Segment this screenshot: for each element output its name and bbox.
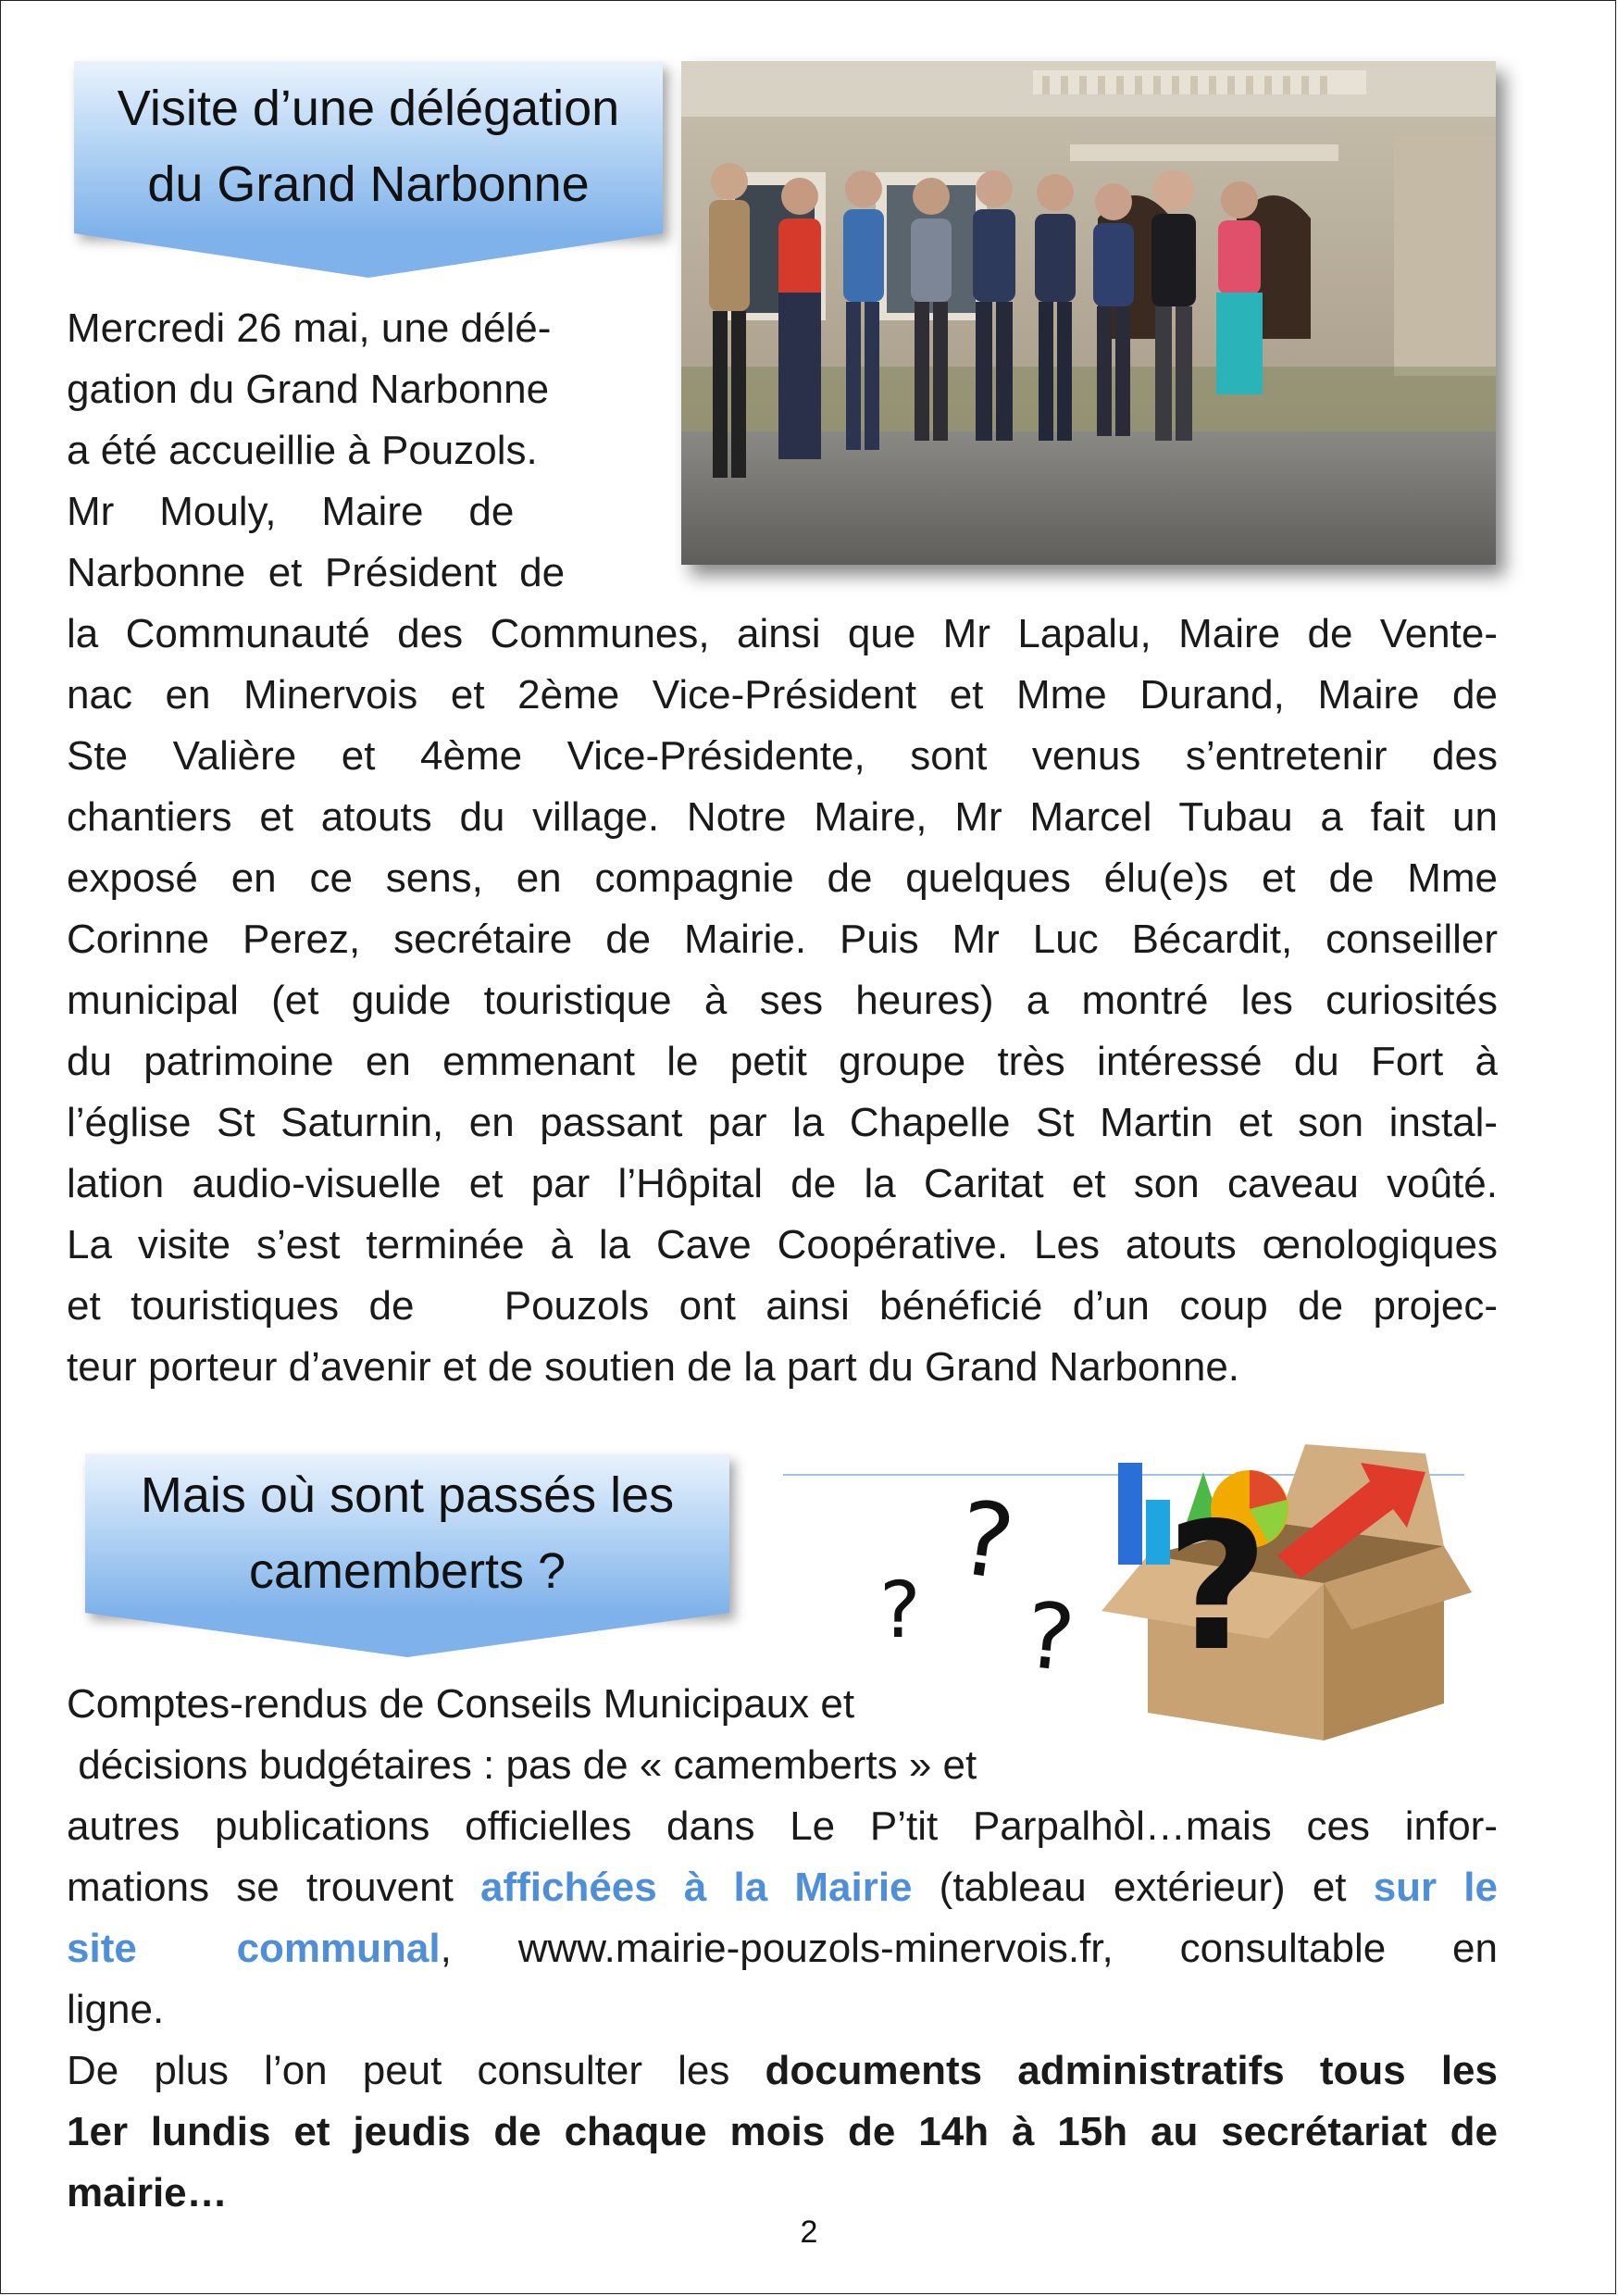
site-communal-link[interactable]: sur le xyxy=(1373,1865,1499,1910)
body-line: chantiers et atouts du village. Notre Maire, Mr Marcel Tubau a fait un xyxy=(67,794,1498,840)
body-line: La visite s’est terminée à la Cave Coopérative. Les atouts œnologiques xyxy=(67,1222,1498,1267)
body-line: Corinne Perez, secrétaire de Mairie. Puis Mr Luc Bécardit, conseiller xyxy=(67,917,1498,962)
section-title-line-1: Visite d’une délégation xyxy=(117,81,620,136)
body-line: la Communauté des Communes, ainsi que Mr Lapalu, Maire de Vente- xyxy=(67,611,1498,656)
page-number: 2 xyxy=(800,2215,818,2250)
camemberts-line xyxy=(67,2040,1498,2102)
intro-line: Narbonne et Président de xyxy=(67,550,566,595)
website-url: , www.mairie-pouzols-minervois.fr, consultable en xyxy=(440,1926,1498,1971)
camemberts-text: mations se trouvent xyxy=(67,1865,480,1910)
mairie-display-link[interactable]: affichées à la Mairie xyxy=(479,1865,913,1910)
camemberts-text: (tableau extérieur) et xyxy=(912,1865,1374,1910)
camemberts-line: mairie… xyxy=(67,2170,228,2215)
section-title-line-1: Mais où sont passés les xyxy=(140,1467,675,1523)
camemberts-line: ligne. xyxy=(67,1987,165,2032)
intro-line: Mercredi 26 mai, une délé- xyxy=(67,306,552,351)
body-line: l’église St Saturnin, en passant par la Chapelle St Martin et son instal- xyxy=(67,1100,1498,1145)
section-title-line-2: du Grand Narbonne xyxy=(147,156,590,212)
camemberts-line: 1er lundis et jeudis de chaque mois de 14h à 15h au secrétariat de xyxy=(67,2109,1498,2154)
body-line: nac en Minervois et 2ème Vice-Président et Mme Durand, Maire de xyxy=(67,672,1498,718)
camemberts-text: De plus l’on peut consulter les xyxy=(67,2048,765,2093)
camemberts-line xyxy=(67,1857,1498,1918)
body-line: teur porteur d’avenir et de soutien de la part du Grand Narbonne. xyxy=(67,1344,1240,1390)
banner-arrow-tip xyxy=(85,1613,729,1657)
body-line: exposé en ce sens, en compagnie de quelques élu(e)s et de Mme xyxy=(67,855,1498,901)
camemberts-paragraph xyxy=(67,1674,1498,2224)
banner-arrow-tip xyxy=(74,233,663,278)
intro-line: gation du Grand Narbonne xyxy=(67,367,550,412)
body-line: et touristiques de Pouzols ont ainsi bénéficié d’un coup de projec- xyxy=(67,1283,1498,1329)
camemberts-line: décisions budgétaires : pas de « camemberts » et xyxy=(67,1742,977,1788)
question-mark-icon: ? xyxy=(1020,1582,1079,1693)
intro-line: a été accueillie à Pouzols. xyxy=(67,428,538,473)
intro-line: Mr Mouly, Maire de xyxy=(67,489,515,534)
delegation-intro-paragraph xyxy=(67,298,628,604)
body-line: Ste Valière et 4ème Vice-Présidente, sont venus s’entretenir des xyxy=(67,733,1498,779)
camemberts-line: Comptes-rendus de Conseils Municipaux et xyxy=(67,1681,855,1727)
body-line: du patrimoine en emmenant le petit groupe très intéressé du Fort à xyxy=(67,1039,1498,1084)
delegation-body-paragraph xyxy=(67,604,1498,1398)
documents-admin-text: documents administratifs tous les xyxy=(765,2048,1498,2093)
body-line: municipal (et guide touristique à ses heures) a montré les curiosités xyxy=(67,978,1498,1023)
svg-text:?: ? xyxy=(1166,1485,1269,1690)
section-title-banner-delegation xyxy=(74,61,663,233)
question-mark-icon: ? xyxy=(951,1478,1022,1603)
site-communal-link[interactable]: site communal xyxy=(67,1926,441,1971)
question-mark-icon: ? xyxy=(879,1565,921,1655)
delegation-group-photo xyxy=(681,61,1496,565)
section-title-line-2: camemberts ? xyxy=(248,1543,566,1599)
body-line: lation audio-visuelle et par l’Hôpital de la Caritat et son caveau voûté. xyxy=(67,1161,1498,1206)
section-title-banner-camemberts xyxy=(85,1454,729,1613)
camemberts-line: autres publications officielles dans Le P’tit Parpalhòl…mais ces infor- xyxy=(67,1803,1498,1849)
camemberts-line xyxy=(67,1918,1498,1979)
